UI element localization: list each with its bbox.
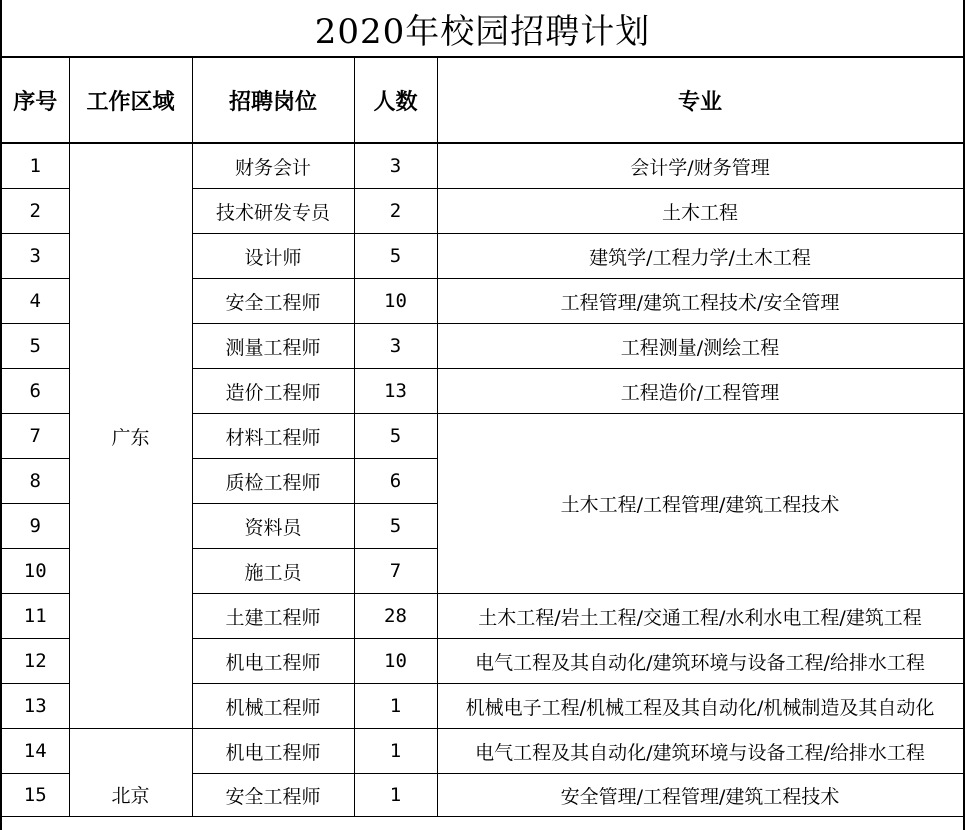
header-count[interactable]: 人数 bbox=[354, 58, 437, 143]
cell-index[interactable]: 7 bbox=[2, 414, 69, 459]
cell-major[interactable]: 工程管理/建筑工程技术/安全管理 bbox=[437, 279, 963, 324]
cell-index[interactable]: 8 bbox=[2, 459, 69, 504]
table-row bbox=[2, 143, 963, 189]
cell-index[interactable]: 2 bbox=[2, 189, 69, 234]
cell-count[interactable]: 6 bbox=[354, 459, 437, 504]
cell-major[interactable]: 建筑学/工程力学/土木工程 bbox=[437, 234, 963, 279]
cell-count[interactable]: 10 bbox=[354, 279, 437, 324]
cell-position[interactable]: 设计师 bbox=[192, 234, 354, 279]
cell-position[interactable]: 造价工程师 bbox=[192, 369, 354, 414]
cell-count[interactable]: 5 bbox=[354, 414, 437, 459]
cell-count[interactable]: 2 bbox=[354, 189, 437, 234]
recruitment-table bbox=[2, 58, 964, 817]
cell-count[interactable]: 3 bbox=[354, 324, 437, 369]
cell-index[interactable]: 10 bbox=[2, 549, 69, 594]
cell-index[interactable]: 15 bbox=[2, 774, 69, 817]
cell-major[interactable]: 会计学/财务管理 bbox=[437, 143, 963, 189]
cell-position[interactable]: 技术研发专员 bbox=[192, 189, 354, 234]
sheet-title: 2020年校园招聘计划 bbox=[2, 0, 963, 58]
cell-index[interactable]: 11 bbox=[2, 594, 69, 639]
cell-position[interactable]: 机电工程师 bbox=[192, 729, 354, 774]
cell-position[interactable]: 机械工程师 bbox=[192, 684, 354, 729]
cell-index[interactable]: 13 bbox=[2, 684, 69, 729]
cell-major[interactable]: 机械电子工程/机械工程及其自动化/机械制造及其自动化 bbox=[437, 684, 963, 729]
cell-major-merged[interactable]: 土木工程/工程管理/建筑工程技术 bbox=[437, 414, 963, 594]
cell-region-beijing[interactable]: 北京 bbox=[69, 729, 192, 817]
cell-position[interactable]: 安全工程师 bbox=[192, 279, 354, 324]
cell-count[interactable]: 10 bbox=[354, 639, 437, 684]
header-row bbox=[2, 58, 963, 143]
cell-position[interactable]: 施工员 bbox=[192, 549, 354, 594]
cell-index[interactable]: 5 bbox=[2, 324, 69, 369]
cell-major[interactable]: 电气工程及其自动化/建筑环境与设备工程/给排水工程 bbox=[437, 729, 963, 774]
cell-index[interactable]: 9 bbox=[2, 504, 69, 549]
header-index[interactable]: 序号 bbox=[2, 58, 69, 143]
cell-position[interactable]: 测量工程师 bbox=[192, 324, 354, 369]
cell-major[interactable]: 电气工程及其自动化/建筑环境与设备工程/给排水工程 bbox=[437, 639, 963, 684]
cell-count[interactable]: 1 bbox=[354, 774, 437, 817]
header-region[interactable]: 工作区域 bbox=[69, 58, 192, 143]
header-major[interactable]: 专业 bbox=[437, 58, 963, 143]
header-position[interactable]: 招聘岗位 bbox=[192, 58, 354, 143]
cell-index[interactable]: 12 bbox=[2, 639, 69, 684]
cell-count[interactable]: 1 bbox=[354, 729, 437, 774]
cell-count[interactable]: 13 bbox=[354, 369, 437, 414]
cell-major[interactable]: 土木工程 bbox=[437, 189, 963, 234]
cell-count[interactable]: 7 bbox=[354, 549, 437, 594]
cell-count[interactable]: 5 bbox=[354, 234, 437, 279]
cell-index[interactable]: 6 bbox=[2, 369, 69, 414]
cell-position[interactable]: 质检工程师 bbox=[192, 459, 354, 504]
cell-count[interactable]: 1 bbox=[354, 684, 437, 729]
cell-position[interactable]: 安全工程师 bbox=[192, 774, 354, 817]
cell-position[interactable]: 资料员 bbox=[192, 504, 354, 549]
cell-major[interactable]: 工程测量/测绘工程 bbox=[437, 324, 963, 369]
cell-index[interactable]: 1 bbox=[2, 143, 69, 189]
cell-count[interactable]: 28 bbox=[354, 594, 437, 639]
cell-count[interactable]: 5 bbox=[354, 504, 437, 549]
cell-position[interactable]: 财务会计 bbox=[192, 143, 354, 189]
cell-major[interactable]: 安全管理/工程管理/建筑工程技术 bbox=[437, 774, 963, 817]
table-row bbox=[2, 729, 963, 774]
cell-index[interactable]: 3 bbox=[2, 234, 69, 279]
cell-index[interactable]: 14 bbox=[2, 729, 69, 774]
cell-major[interactable]: 土木工程/岩土工程/交通工程/水利水电工程/建筑工程 bbox=[437, 594, 963, 639]
cell-position[interactable]: 土建工程师 bbox=[192, 594, 354, 639]
cell-position[interactable]: 机电工程师 bbox=[192, 639, 354, 684]
cell-major[interactable]: 工程造价/工程管理 bbox=[437, 369, 963, 414]
cell-region-guangdong[interactable]: 广东 bbox=[69, 143, 192, 729]
cell-index[interactable]: 4 bbox=[2, 279, 69, 324]
cell-position[interactable]: 材料工程师 bbox=[192, 414, 354, 459]
cell-count[interactable]: 3 bbox=[354, 143, 437, 189]
